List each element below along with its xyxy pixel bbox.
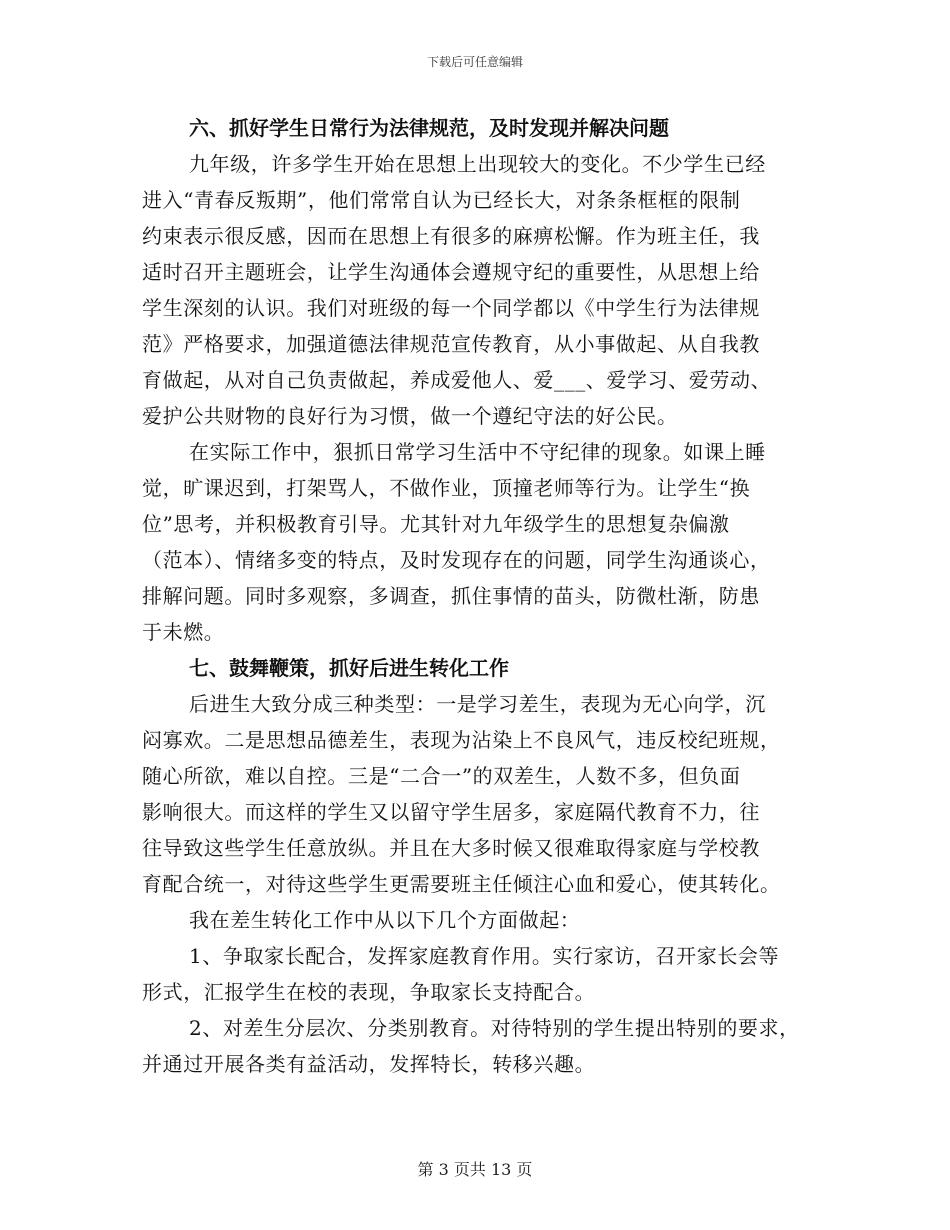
section-heading-7: 七、鼓舞鞭策，抓好后进生转化工作 <box>189 656 509 680</box>
list-item: 1、争取家长配合，发挥家庭教育作用。实行家访，召开家长会等 <box>189 944 780 968</box>
paragraph-line: 随心所欲，难以自控。三是“二合一”的双差生，人数不多，但负面 <box>142 764 741 788</box>
paragraph-line: 约束表示很反感，因而在思想上有很多的麻痹松懈。作为班主任，我 <box>142 224 760 248</box>
page-header: 下载后可任意编辑 <box>426 55 523 69</box>
page-number: 第 3 页共 13 页 <box>417 1160 533 1179</box>
paragraph-line: 形式，汇报学生在校的表现，争取家长支持配合。 <box>142 980 596 1004</box>
paragraph-line: 并通过开展各类有益活动，发挥特长，转移兴趣。 <box>142 1052 596 1076</box>
paragraph-line: 闷寡欢。二是思想品德差生，表现为沾染上不良风气，违反校纪班规， <box>142 728 781 752</box>
list-item: 2、对差生分层次、分类别教育。对待特别的学生提出特别的要求， <box>189 1016 800 1040</box>
paragraph-line: 往导致这些学生任意放纵。并且在大多时候又很难取得家庭与学校教 <box>142 836 760 860</box>
paragraph-line: 影响很大。而这样的学生又以留守学生居多，家庭隔代教育不力，往 <box>142 800 760 824</box>
paragraph-line: 位”思考，并积极教育引导。尤其针对九年级学生的思想复杂偏激 <box>142 512 730 536</box>
paragraph-line: 爱护公共财物的良好行为习惯，做一个遵纪守法的好公民。 <box>142 404 678 428</box>
paragraph-line: （范本）、情绪多变的特点，及时发现存在的问题，同学生沟通谈心， <box>142 548 771 572</box>
paragraph-line: 排解问题。同时多观察，多调查，抓住事情的苗头，防微杜渐，防患 <box>142 584 760 608</box>
paragraph-line: 我在差生转化工作中从以下几个方面做起： <box>189 908 581 932</box>
paragraph-line: 范》严格要求，加强道德法律规范宣传教育，从小事做起、从自我教 <box>142 332 760 356</box>
paragraph-line: 适时召开主题班会，让学生沟通体会遵规守纪的重要性，从思想上给 <box>142 260 760 284</box>
section-heading-6: 六、抓好学生日常行为法律规范，及时发现并解决问题 <box>189 116 669 140</box>
paragraph-line: 于未燃。 <box>142 620 225 644</box>
paragraph-line: 进入“青春反叛期”，他们常常自认为已经长大，对条条框框的限制 <box>142 188 741 212</box>
paragraph-line: 九年级，许多学生开始在思想上出现较大的变化。不少学生已经 <box>189 152 766 176</box>
paragraph-line: 育配合统一，对待这些学生更需要班主任倾注心血和爱心，使其转化。 <box>142 872 781 896</box>
paragraph-line: 学生深刻的认识。我们对班级的每一个同学都以《中学生行为法律规 <box>142 296 760 320</box>
paragraph-line: 觉，旷课迟到，打架骂人，不做作业，顶撞老师等行为。让学生“换 <box>142 476 751 500</box>
paragraph-line: 在实际工作中，狠抓日常学习生活中不守纪律的现象。如课上睡 <box>189 440 766 464</box>
paragraph-line: 后进生大致分成三种类型：一是学习差生，表现为无心向学，沉 <box>189 692 766 716</box>
document-body <box>142 110 822 1082</box>
paragraph-line: 育做起，从对自己负责做起，养成爱他人、爱___、爱学习、爱劳动、 <box>142 368 772 392</box>
